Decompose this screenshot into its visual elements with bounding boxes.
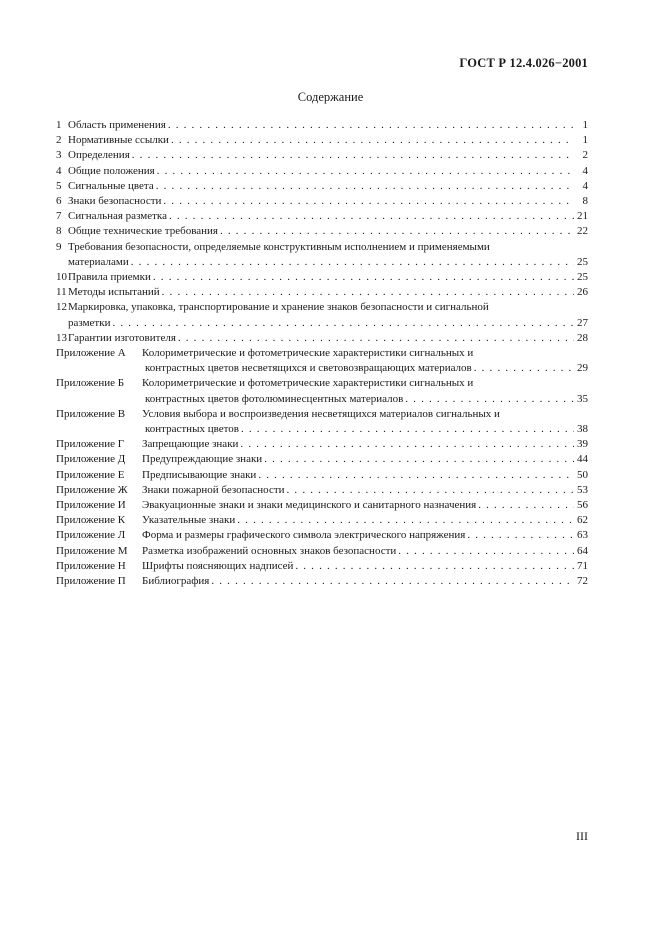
section-title: Правила приемки — [68, 271, 151, 284]
page-ref: 4 — [582, 164, 588, 177]
toc-appendix — [56, 483, 588, 498]
section-number: 10 — [56, 271, 67, 284]
dot-leader — [478, 498, 574, 513]
toc-entry-line — [56, 574, 588, 589]
section-label — [56, 331, 176, 346]
toc-appendix — [56, 468, 588, 483]
appendix-heading — [56, 468, 256, 483]
toc-appendices — [56, 346, 588, 589]
appendix-label: Приложение Н — [56, 559, 126, 572]
dot-leader — [220, 224, 574, 239]
section-number: 1 — [56, 119, 62, 131]
page-ref: 4 — [582, 179, 588, 192]
toc-appendix — [56, 376, 588, 406]
appendix-title: Предупреждающие знаки — [142, 453, 263, 466]
toc-entry-line — [56, 559, 588, 574]
dot-leader — [237, 513, 574, 528]
appendix-title-continued: контрастных цветов — [145, 423, 239, 436]
appendix-heading — [56, 483, 285, 498]
toc-entry-line — [56, 437, 588, 452]
toc-appendix — [56, 574, 588, 589]
toc-entry-line — [56, 240, 588, 255]
appendix-title-continued: контрастных цветов фотолюминесцентных материалов — [145, 392, 404, 405]
toc-entry-line — [56, 361, 588, 376]
page-ref: 53 — [577, 483, 588, 496]
section-label — [56, 164, 155, 179]
dot-leader — [467, 528, 574, 543]
appendix-title: Запрещающие знаки — [142, 438, 239, 451]
section-number: 4 — [56, 164, 62, 177]
appendix-title: Эвакуационные знаки и знаки медицинского и санитарного назначения — [142, 499, 477, 512]
toc-entry — [56, 270, 588, 285]
page-ref: 25 — [577, 255, 588, 268]
toc-entry — [56, 240, 588, 270]
page-ref: 8 — [582, 195, 588, 208]
toc-entry-line — [56, 148, 588, 163]
section-title: Гарантии изготовителя — [68, 331, 176, 344]
toc-entry — [56, 209, 588, 224]
toc-entry-line — [56, 513, 588, 528]
appendix-label: Приложение А — [56, 347, 126, 360]
section-label — [56, 270, 151, 285]
appendix-heading — [56, 528, 465, 543]
section-title-continued: материалами — [68, 255, 129, 268]
toc-appendix — [56, 544, 588, 559]
dot-leader — [398, 544, 574, 559]
section-number: 11 — [56, 286, 67, 299]
section-title: Область применения — [68, 119, 166, 131]
dot-leader — [163, 194, 574, 209]
section-title-continued: разметки — [68, 316, 111, 329]
toc-appendix — [56, 498, 588, 513]
section-label — [56, 285, 160, 300]
toc-entry-line — [56, 483, 588, 498]
page-ref: 39 — [577, 438, 588, 451]
appendix-heading — [56, 559, 293, 574]
toc-entry-line — [56, 179, 588, 194]
toc-entry — [56, 118, 588, 133]
toc-entry-line — [56, 452, 588, 467]
appendix-title: Колориметрические и фотометрические характеристики сигнальных и — [142, 347, 474, 360]
section-number: 12 — [56, 301, 67, 314]
toc-entry — [56, 133, 588, 148]
toc-appendix — [56, 452, 588, 467]
appendix-title: Разметка изображений основных знаков безопасности — [142, 544, 397, 557]
toc-entry-line — [56, 498, 588, 513]
page-ref: 1 — [582, 119, 588, 131]
dot-leader — [264, 452, 574, 467]
appendix-title: Шрифты поясняющих надписей — [142, 559, 294, 572]
page-ref: 62 — [577, 514, 588, 527]
toc-entry-line — [56, 194, 588, 209]
appendix-heading — [56, 574, 209, 589]
appendix-label: Приложение К — [56, 514, 126, 527]
toc-entry-line — [56, 331, 588, 346]
page-ref: 56 — [577, 499, 588, 512]
toc-appendix — [56, 559, 588, 574]
toc-appendix — [56, 513, 588, 528]
dot-leader — [162, 285, 574, 300]
page-ref: 27 — [577, 316, 588, 329]
dot-leader — [112, 316, 574, 331]
section-label — [56, 133, 169, 148]
section-label — [56, 148, 130, 163]
appendix-title: Библиография — [142, 575, 210, 588]
page-ref: 64 — [577, 544, 588, 557]
page-ref: 35 — [577, 392, 588, 405]
toc-entry-line — [56, 300, 588, 315]
toc-entry-line — [56, 118, 588, 133]
toc-entry-line — [56, 164, 588, 179]
toc-appendix — [56, 407, 588, 437]
page-ref: 63 — [577, 529, 588, 542]
appendix-heading — [56, 452, 262, 467]
toc-entry-line — [56, 468, 588, 483]
toc-appendix — [56, 346, 588, 376]
section-number: 9 — [56, 240, 62, 253]
section-number: 2 — [56, 134, 62, 147]
appendix-label: Приложение Г — [56, 438, 125, 451]
toc-entry-line — [56, 376, 588, 391]
appendix-label: Приложение Д — [56, 453, 126, 466]
dot-leader — [157, 164, 574, 179]
section-number: 6 — [56, 195, 62, 208]
toc-entry-line — [56, 407, 588, 422]
appendix-label: Приложение В — [56, 407, 126, 420]
page-ref: 28 — [577, 331, 588, 344]
document-id: ГОСТ Р 12.4.026−2001 — [459, 56, 588, 70]
section-number: 7 — [56, 210, 62, 223]
toc-entry-line — [56, 270, 588, 285]
page-ref: 25 — [577, 271, 588, 284]
page-number: III — [576, 829, 588, 843]
page-ref: 2 — [582, 149, 588, 162]
section-label — [56, 118, 166, 133]
section-title: Методы испытаний — [68, 286, 160, 299]
toc-entry-line — [56, 285, 588, 300]
page-ref: 44 — [577, 453, 588, 466]
section-title: Маркировка, упаковка, транспортирование и хранение знаков безопасности и сигнальной — [68, 301, 489, 314]
dot-leader — [169, 209, 574, 224]
dot-leader — [156, 179, 574, 194]
dot-leader — [287, 483, 574, 498]
appendix-title: Знаки пожарной безопасности — [142, 483, 285, 496]
page-ref: 72 — [577, 575, 588, 588]
toc-entry-line — [56, 422, 588, 437]
appendix-title-continued: контрастных цветов несветящихся и световозвращающих материалов — [145, 362, 472, 375]
toc-entry-line — [56, 316, 588, 331]
appendix-title: Указательные знаки — [142, 514, 236, 527]
dot-leader — [258, 468, 574, 483]
appendix-title: Условия выбора и воспроизведения несветящихся материалов сигнальных и — [142, 407, 500, 420]
table-of-contents — [56, 118, 588, 589]
appendix-label: Приложение Е — [56, 468, 125, 481]
appendix-label: Приложение Б — [56, 377, 125, 390]
toc-entry — [56, 179, 588, 194]
toc-entry — [56, 224, 588, 239]
section-title: Сигнальные цвета — [68, 179, 154, 192]
dot-leader — [153, 270, 574, 285]
toc-appendix — [56, 437, 588, 452]
section-label — [56, 224, 218, 239]
dot-leader — [405, 392, 574, 407]
toc-sections — [56, 118, 588, 346]
appendix-title: Колориметрические и фотометрические характеристики сигнальных и — [142, 377, 474, 390]
toc-entry-line — [56, 255, 588, 270]
appendix-title: Форма и размеры графического символа электрического напряжения — [142, 529, 466, 542]
appendix-label: Приложение Ж — [56, 483, 128, 496]
section-number: 13 — [56, 331, 67, 344]
appendix-label: Приложение П — [56, 575, 126, 588]
section-title: Общие положения — [68, 164, 155, 177]
section-title: Определения — [68, 149, 130, 162]
appendix-label: Приложение И — [56, 499, 126, 512]
section-number: 3 — [56, 149, 62, 162]
dot-leader — [132, 148, 574, 163]
section-label — [56, 179, 154, 194]
page-ref: 22 — [577, 225, 588, 238]
dot-leader — [168, 118, 574, 133]
section-title: Нормативные ссылки — [68, 134, 169, 147]
page-ref: 1 — [582, 134, 588, 147]
section-title: Знаки безопасности — [68, 195, 162, 208]
appendix-title: Предписывающие знаки — [142, 468, 257, 481]
page-ref: 26 — [577, 286, 588, 299]
toc-entry — [56, 331, 588, 346]
toc-entry — [56, 194, 588, 209]
page-ref: 71 — [577, 559, 588, 572]
toc-entry-line — [56, 544, 588, 559]
page-ref: 21 — [577, 210, 588, 223]
dot-leader — [295, 559, 574, 574]
dot-leader — [178, 331, 574, 346]
section-title: Общие технические требования — [68, 225, 218, 238]
page-ref: 50 — [577, 468, 588, 481]
toc-entry-line — [56, 224, 588, 239]
dot-leader — [171, 133, 574, 148]
appendix-label: Приложение Л — [56, 529, 126, 542]
section-number: 8 — [56, 225, 62, 238]
dot-leader — [474, 361, 574, 376]
dot-leader — [240, 437, 574, 452]
section-title: Сигнальная разметка — [68, 210, 167, 223]
page-ref: 29 — [577, 362, 588, 375]
toc-entry — [56, 164, 588, 179]
toc-entry — [56, 148, 588, 163]
dot-leader — [131, 255, 574, 270]
toc-title: Содержание — [297, 90, 364, 104]
section-number: 5 — [56, 179, 62, 192]
appendix-heading — [56, 513, 235, 528]
toc-entry-line — [56, 528, 588, 543]
toc-entry-line — [56, 209, 588, 224]
section-title: Требования безопасности, определяемые конструктивным исполнением и применяемыми — [68, 240, 490, 253]
section-label — [56, 194, 161, 209]
dot-leader — [211, 574, 574, 589]
toc-entry — [56, 300, 588, 330]
section-label — [56, 209, 167, 224]
appendix-heading — [56, 498, 476, 513]
toc-entry-line — [56, 133, 588, 148]
appendix-heading — [56, 437, 238, 452]
page-ref: 38 — [577, 423, 588, 436]
toc-entry — [56, 285, 588, 300]
toc-entry-line — [56, 346, 588, 361]
toc-appendix — [56, 528, 588, 543]
appendix-label: Приложение М — [56, 544, 128, 557]
appendix-heading — [56, 544, 396, 559]
toc-entry-line — [56, 392, 588, 407]
dot-leader — [241, 422, 574, 437]
